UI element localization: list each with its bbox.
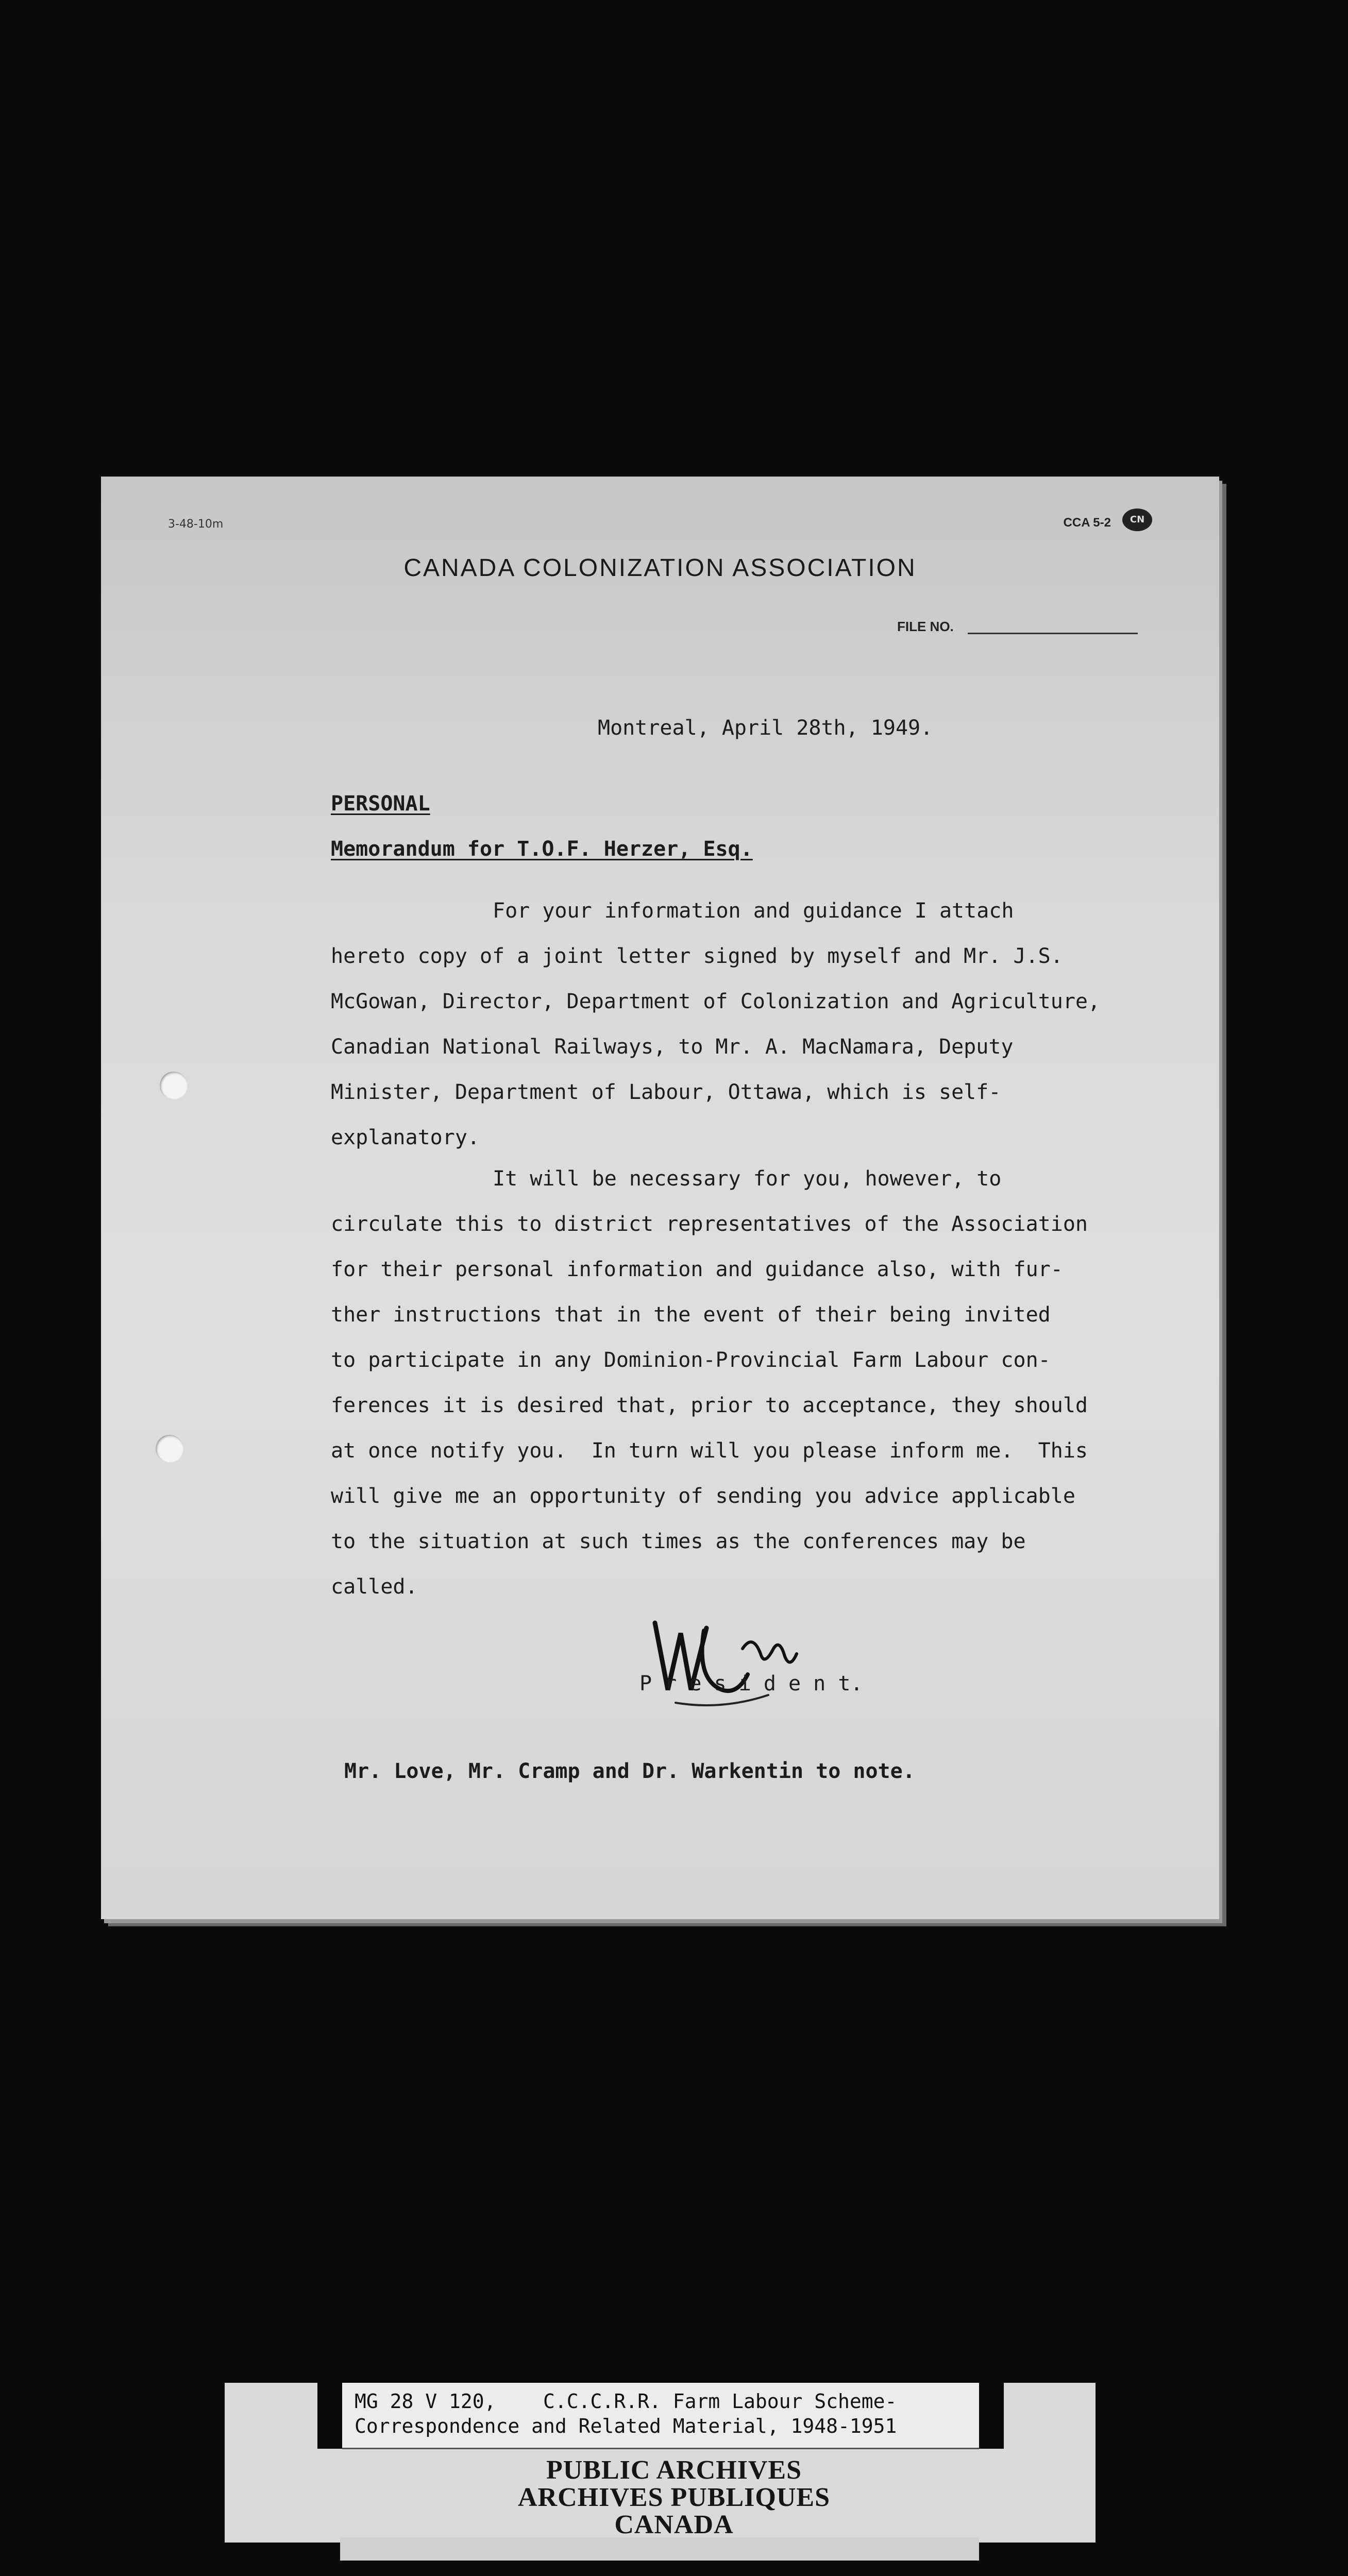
archives-stamp-french: ARCHIVES PUBLIQUES [517,2483,831,2512]
paragraph1-line: Minister, Department of Labour, Ottawa, which is self- [331,1080,1001,1104]
organization-name: CANADA COLONIZATION ASSOCIATION [403,554,917,582]
punch-hole [160,1072,188,1099]
card-notch-right [979,2383,1004,2449]
paragraph1-line: explanatory. [331,1126,480,1149]
archives-stamp-country: CANADA [614,2510,734,2539]
file-no-label: FILE NO. [897,619,954,634]
archives-stamp-english: PUBLIC ARCHIVES [546,2455,802,2485]
letter-sheet [101,477,1219,1919]
paragraph1-line: Canadian National Railways, to Mr. A. MacNamara, Deputy [331,1035,1014,1059]
paragraph1-line: For your information and guidance I attach [493,899,1014,923]
memo-addressee: Memorandum for T.O.F. Herzer, Esq. [331,837,753,861]
paragraph2-line: at once notify you. In turn will you please inform me. This [331,1439,1088,1463]
reference-label [342,2383,979,2449]
paragraph2-line: to participate in any Dominion-Provincial Farm Labour con- [331,1348,1051,1372]
cc-note-line: Mr. Love, Mr. Cramp and Dr. Warkentin to note. [344,1759,915,1783]
card-notch-left [317,2383,342,2449]
cn-logo-icon: CN [1122,509,1152,531]
signature-title: P r e s i d e n t. [639,1672,863,1696]
paragraph2-line: It will be necessary for you, however, to [493,1167,1002,1191]
archive-card-strip [340,2537,979,2561]
paragraph1-line: hereto copy of a joint letter signed by myself and Mr. J.S. [331,944,1063,968]
personal-heading: PERSONAL [331,792,430,816]
paragraph2-line: called. [331,1575,418,1599]
paragraph2-line: will give me an opportunity of sending you advice applicable [331,1484,1075,1508]
paragraph2-line: ther instructions that in the event of their being invited [331,1303,1051,1327]
paragraph2-line: ferences it is desired that, prior to acceptance, they should [331,1394,1088,1417]
cca-code: CCA 5-2 [1063,516,1111,530]
paragraph2-line: for their personal information and guidance also, with fur- [331,1258,1063,1281]
paragraph1-line: McGowan, Director, Department of Colonization and Agriculture, [331,990,1101,1013]
reference-line-1: MG 28 V 120, C.C.C.R.R. Farm Labour Scheme- [355,2390,897,2413]
reference-line-2: Correspondence and Related Material, 1948-1951 [355,2415,897,2437]
file-no-line [968,633,1138,634]
punch-hole [156,1435,183,1463]
form-code: 3-48-10m [168,518,224,531]
handwritten-signature [645,1613,799,1710]
paragraph2-line: circulate this to district representatives of the Association [331,1212,1088,1236]
paragraph2-line: to the situation at such times as the conferences may be [331,1530,1026,1553]
date-line: Montreal, April 28th, 1949. [598,716,933,740]
